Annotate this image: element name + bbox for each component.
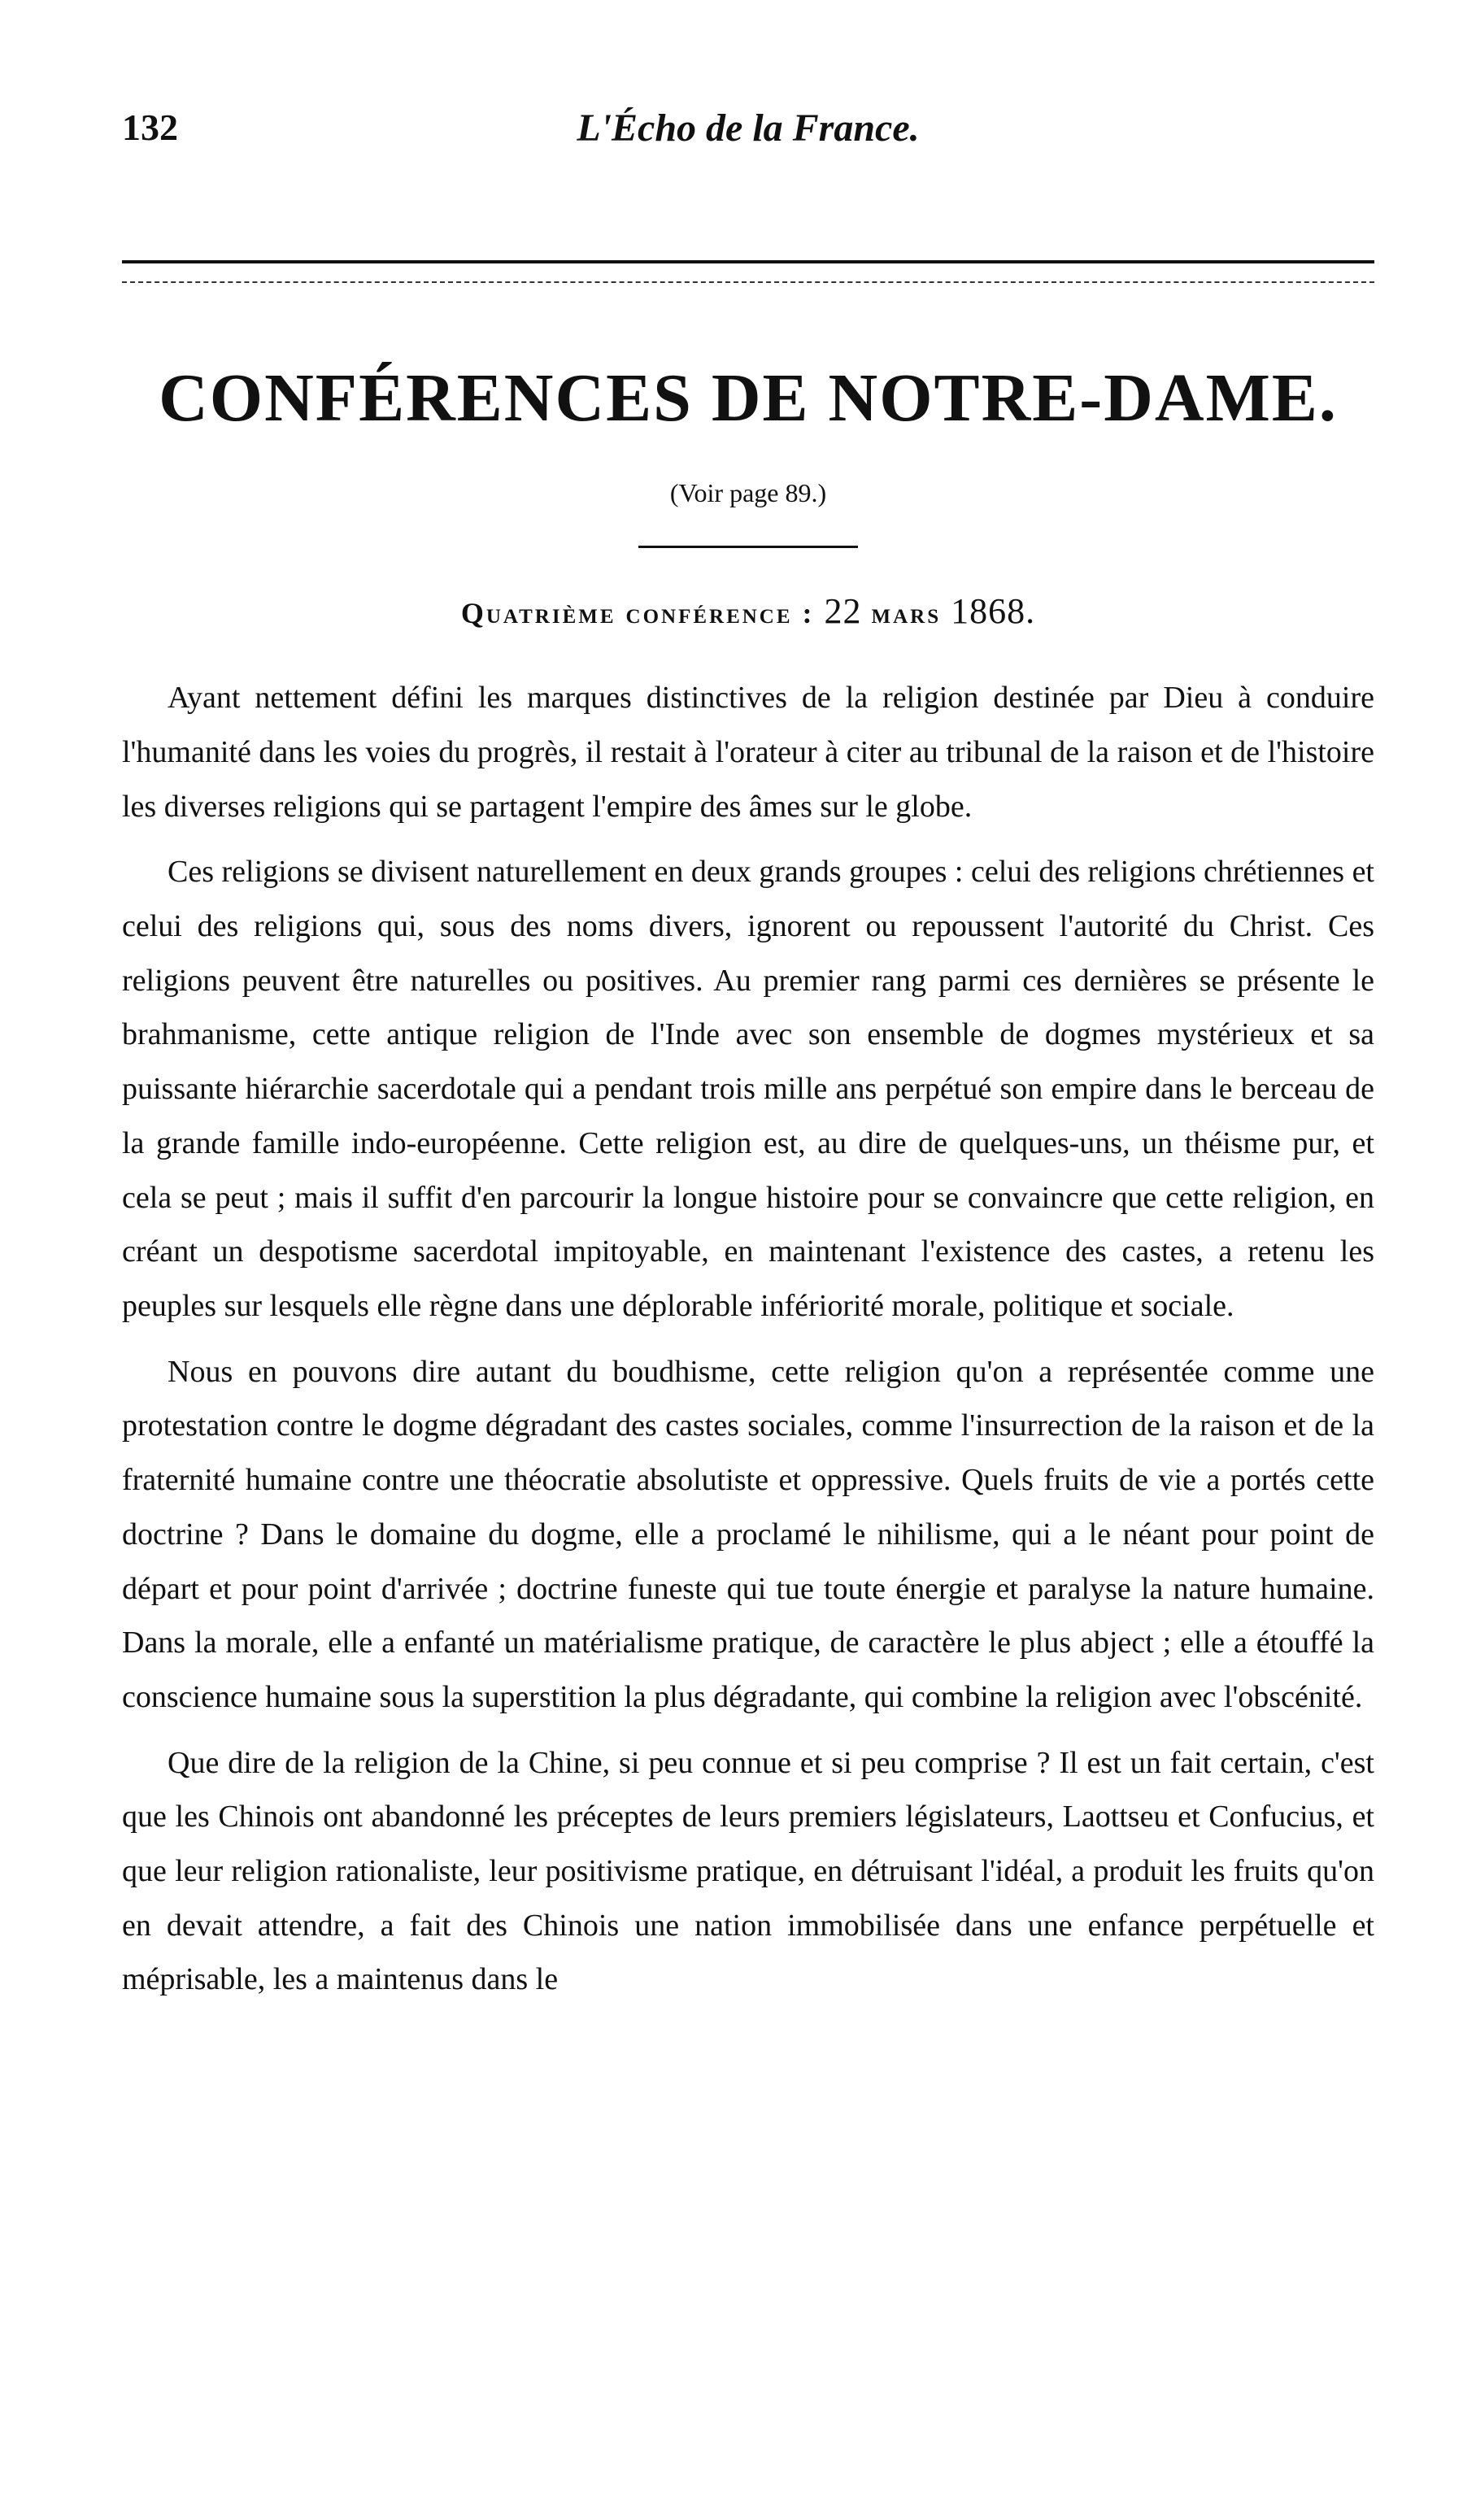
- conference-month: mars: [871, 597, 942, 630]
- paragraph: Nous en pouvons dire autant du boudhisme, cette religion qu'on a représentée comme une protestation contre le dogme dégradant des castes sociales, comme l'insurrection de la raison et de la fraternité humaine contre une théocratie absolutiste et oppressive. Quels fruits de vie a portés cette doctrine ? Dans le domaine du dogme, elle a proclamé le nihilisme, qui a le néant pour point de départ et pour point d'arrivée ; doctrine funeste qui tue toute énergie et paralyse la nature humaine. Dans la morale, elle a enfanté un matérialisme pratique, de caractère le plus abject ; elle a étouffé la conscience humaine sous la superstition la plus dégradante, qui combine la religion avec l'obscénité.: [122, 1354, 1374, 1714]
- divider: [638, 546, 858, 548]
- journal-title: L'Écho de la France.: [577, 107, 920, 150]
- article-title: CONFÉRENCES DE NOTRE-DAME.: [159, 360, 1338, 436]
- see-page-reference: (Voir page 89.): [669, 478, 827, 508]
- paragraph: Que dire de la religion de la Chine, si peu connue et si peu comprise ? Il est un fait certain, c'est que les Chinois ont abandonné les préceptes de leurs premiers législateurs, Laottseu et Confucius, et que leur religion rationaliste, leur positivisme pratique, en détruisant l'idéal, a produit les fruits qu'on en devait attendre, a fait des Chinois une nation immobilisée dans une enfance perpétuelle et méprisable, les a maintenus dans le: [122, 1745, 1374, 1997]
- article-body: [122, 671, 1374, 2007]
- ornamental-rule: [122, 260, 1374, 283]
- paragraph: Ces religions se divisent naturellement en deux grands groupes : celui des religions chrétiennes et celui des religions qui, sous des noms divers, ignorent ou repoussent l'autorité du Christ. Ces religions peuvent être naturelles ou positives. Au premier rang parmi ces dernières se présente le brahmanisme, cette antique religion de l'Inde avec son ensemble de dogmes mystérieux et sa puissante hiérarchie sacerdotale qui a pendant trois mille ans perpétué son empire dans le berceau de la grande famille indo-européenne. Cette religion est, au dire de quelques-uns, un théisme pur, et cela se peut ; mais il suffit d'en parcourir la longue histoire pour se convaincre que cette religion, en créant un despotisme sacerdotal impitoyable, en maintenant l'existence des castes, a retenu les peuples sur lesquels elle règne dans une déplorable infériorité morale, politique et sociale.: [122, 855, 1374, 1323]
- running-header: [122, 106, 1374, 171]
- conference-heading: [122, 590, 1374, 632]
- page-number: 132: [122, 107, 178, 148]
- paragraph: Ayant nettement défini les marques distinctives de la religion destinée par Dieu à conduire l'humanité dans les voies du progrès, il restait à l'orateur à citer au tribunal de la raison et de l'histoire les diverses religions qui se partagent l'empire des âmes sur le globe.: [122, 681, 1374, 824]
- conference-year: 1868.: [951, 591, 1036, 632]
- page-content: [122, 106, 1374, 2007]
- conference-label: Quatrième conférence :: [460, 597, 815, 630]
- conference-day: 22: [824, 591, 862, 632]
